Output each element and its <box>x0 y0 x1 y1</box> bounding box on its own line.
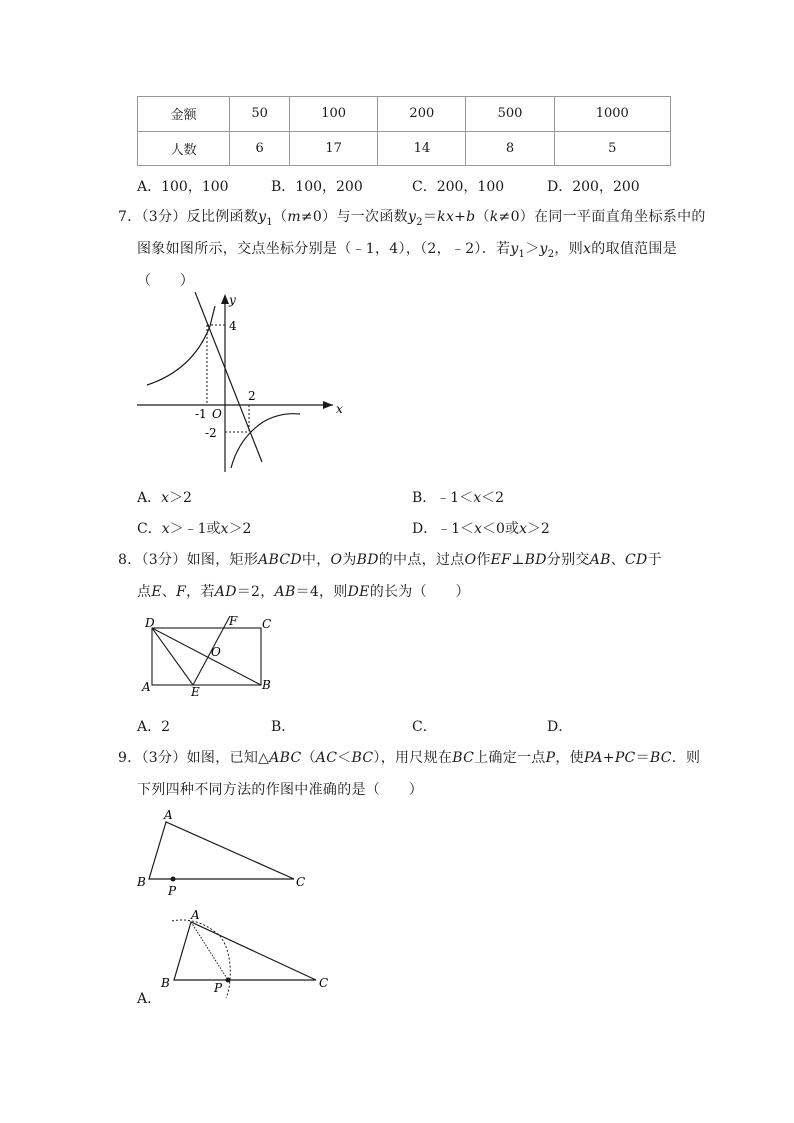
table-cell: 1000 <box>554 97 670 132</box>
q9-triangle-figure <box>134 806 314 898</box>
table-cell: 人数 <box>138 131 230 166</box>
x-axis-arrow <box>323 401 333 409</box>
q9-stem-line1: 9．（3分）如图，已知△ABC（AC＜BC），用尺规在BC上确定一点P，使PA+PC＝BC．则 <box>118 750 701 766</box>
table-cell: 金额 <box>138 97 230 132</box>
q6-option-c[interactable]: C．200，100 <box>412 179 505 195</box>
table-cell: 6 <box>230 131 290 166</box>
q6-option-a[interactable]: A．100，100 <box>137 179 229 195</box>
tick-label-4: 4 <box>229 319 237 333</box>
point-p <box>226 978 231 983</box>
amount-count-table <box>137 96 671 166</box>
q7-option-b[interactable]: B．﹣1＜x＜2 <box>412 490 505 506</box>
q7-option-a[interactable]: A．x＞2 <box>137 490 192 506</box>
q8-stem-line1: 8．（3分）如图，矩形ABCD中，O为BD的中点，过点O作EF⊥BD分别交AB、CD于 <box>118 552 662 568</box>
table-cell: 8 <box>466 131 554 166</box>
q7-stem-line2: 图象如图所示，交点坐标分别是（﹣1，4），（2，﹣2）．若$y_1>y_2$，则x的取值范围是 <box>137 241 678 260</box>
triangle-abc <box>174 922 316 980</box>
table-cell: 17 <box>290 131 378 166</box>
q8-option-a[interactable]: A．2 <box>137 719 171 735</box>
q9-option-a-construction <box>158 906 338 1000</box>
x-axis-label: x <box>336 402 343 416</box>
table-cell: 14 <box>378 131 466 166</box>
point-label-p: P <box>214 981 223 995</box>
q7-stem-line1: 7．（3分）反比例函数$y_1(m\ne 0)$与一次函数$y_2=kx+b(k\ne 0)$在同一平面直角坐标系中的 <box>118 209 706 228</box>
point-label-a: A <box>142 680 151 694</box>
point-label-b: B <box>137 875 146 889</box>
diagonal-bd <box>152 628 261 685</box>
origin-label: O <box>212 407 222 421</box>
y-axis-arrow <box>221 294 229 304</box>
q7-option-c[interactable]: C．x＞﹣1或x＞2 <box>137 521 252 537</box>
q6-option-b[interactable]: B．100，200 <box>271 179 363 195</box>
point-label-b: B <box>262 678 271 692</box>
tick-label-minus-2: -2 <box>205 426 217 440</box>
point-label-d: D <box>145 616 155 630</box>
tick-label-2: 2 <box>248 389 256 403</box>
table-cell: 50 <box>230 97 290 132</box>
q9-stem-line2: 下列四种不同方法的作图中准确的是（ ） <box>137 782 423 798</box>
point-label-a: A <box>191 908 200 922</box>
point-label-p: P <box>168 884 177 898</box>
point-label-o: O <box>211 645 221 659</box>
point-label-b: B <box>161 976 170 990</box>
q8-option-c[interactable]: C． <box>412 719 437 735</box>
table-row <box>138 131 671 166</box>
q8-stem-line2: 点E、F，若AD＝2，AB＝4，则DE的长为（ ） <box>137 584 470 600</box>
point-p <box>171 877 176 882</box>
q7-stem-line3: （ ） <box>137 273 195 289</box>
point-label-c: C <box>296 875 306 889</box>
segment-de <box>152 628 193 685</box>
point-label-a: A <box>164 808 173 822</box>
tick-label-minus-1: -1 <box>195 407 207 421</box>
table-cell: 5 <box>554 131 670 166</box>
q8-option-d[interactable]: D． <box>547 719 573 735</box>
q7-function-graph <box>135 292 350 477</box>
triangle-abc <box>149 822 294 879</box>
q6-option-d[interactable]: D．200，200 <box>547 179 640 195</box>
q8-rectangle-figure <box>138 612 278 700</box>
table-cell: 200 <box>378 97 466 132</box>
table-cell: 100 <box>290 97 378 132</box>
q7-option-d[interactable]: D．﹣1＜x＜0或x＞2 <box>412 521 550 537</box>
y-axis-label: y <box>229 293 236 307</box>
point-label-c: C <box>319 976 329 990</box>
table-row <box>138 97 671 132</box>
q9-option-a[interactable]: A． <box>137 991 162 1007</box>
table-cell: 500 <box>466 97 554 132</box>
point-label-c: C <box>262 617 272 631</box>
point-label-e: E <box>191 685 200 699</box>
point-label-f: F <box>229 614 238 628</box>
hyperbola-right-branch <box>231 414 300 468</box>
q8-option-b[interactable]: B． <box>271 719 296 735</box>
